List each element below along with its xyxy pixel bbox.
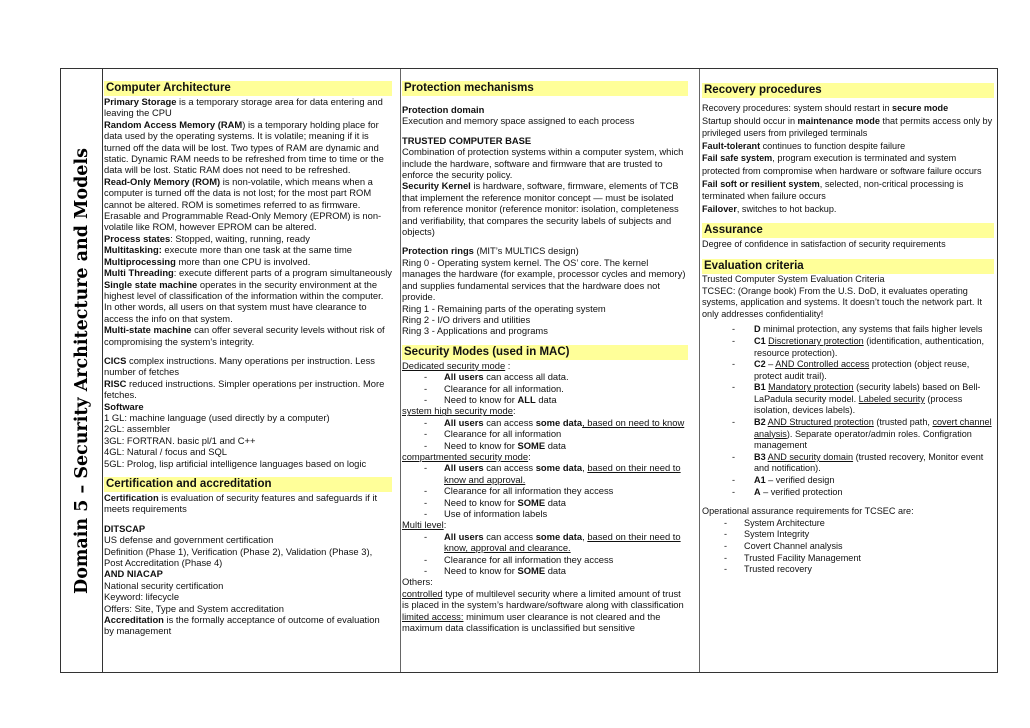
column-recovery — [702, 81, 998, 576]
para-controlled: controlled type of multilevel security where a limited amount of trust is placed in the system’s hardware/software along with classification — [402, 587, 684, 611]
section-heading-certification: Certification and accreditation — [104, 477, 392, 492]
para-process-states: Process states: Stopped, waiting, running, ready — [104, 232, 310, 244]
mode-bullet: - Need to know for SOME data — [424, 439, 566, 451]
para-multithreading: Multi Threading: execute different parts of a program simultaneously — [104, 267, 392, 279]
operational-item: - System Architecture — [724, 517, 825, 528]
ring-item: Ring 1 - Remaining parts of the operating system — [402, 302, 606, 314]
mode-bullet: - Use of information labels — [424, 508, 548, 519]
tcsec-level-item: - B1 Mandatory protection (security labels) based on Bell-LaPadula security model. Labeled security (process isolation, devices labels). — [732, 382, 981, 416]
mode-bullet: - Need to know for SOME data — [424, 565, 566, 577]
software-item: 5GL: Prolog, lisp artificial intelligence languages based on logic — [104, 457, 367, 469]
para-primary-storage: Primary Storage is a temporary storage area for data entering and leaving the CPU — [104, 96, 383, 119]
para-tcsec-name: Trusted Computer System Evaluation Criteria — [702, 273, 885, 284]
para-failover: Failover, switches to hot backup. — [702, 203, 837, 214]
niacap-item: Offers: Site, Type and System accreditation — [104, 602, 284, 614]
para-multitasking: Multitasking: execute more than one task at the same time — [104, 244, 353, 256]
para-risc: RISC reduced instructions. Simpler operations per instruction. More fetches. — [104, 377, 385, 401]
section-heading-assurance: Assurance — [702, 223, 994, 238]
tcsec-level-item: - B3 AND security domain (trusted recovery, Monitor event and notification). — [732, 451, 984, 474]
ditscap-item: Definition (Phase 1), Verification (Phase 2), Validation (Phase 3), Post Accreditation (Phase 4) — [104, 545, 373, 569]
mode-bullet: - Clearance for all information — [424, 428, 562, 440]
ditscap-item: US defense and government certification — [104, 534, 274, 546]
para-startup: Startup should occur in maintenance mode that permits access only by privileged users from privileged terminals — [702, 115, 993, 139]
summary-sheet — [60, 68, 998, 673]
software-item: 2GL: assembler — [104, 423, 171, 435]
para-protection-rings: Protection rings (MIT’s MULTICS design) — [402, 245, 579, 257]
column-divider — [699, 69, 700, 672]
system-high-mode-label: system high security mode: — [402, 405, 516, 417]
operational-assurance-heading: Operational assurance requirements for TCSEC are: — [702, 506, 914, 517]
column-divider — [400, 69, 401, 672]
section-heading-architecture: Computer Architecture — [104, 81, 392, 96]
para-multi-state: Multi-state machine can offer several security levels without risk of compromising the system’s integrity. — [104, 324, 385, 347]
operational-item: - Trusted recovery — [724, 564, 812, 575]
para-multiprocessing: Multiprocessing more than one CPU is involved. — [104, 255, 311, 267]
para-rom: Read-Only Memory (ROM) is non-volatile, which means when a computer is turned off the data is not lost; for the most part ROM cannot be altered. ROM is sometimes referred to as firmware. Erasable and Programmable Read-Only Memory (EPROM) is non-volatile like ROM, however EPROM can be altered. — [104, 175, 382, 233]
software-item: 1 GL: machine language (used directly by a computer) — [104, 411, 330, 423]
para-tcb: Combination of protection systems within a computer system, which include the hardware, software and firmware that are trusted to enforce the security policy. — [402, 146, 684, 181]
mode-bullet: - All users can access some data, based on need to know — [424, 416, 685, 428]
mode-bullet: - All users can access some data, based on their need to know and approval. — [424, 462, 681, 485]
mode-bullet: - Clearance for all information they access — [424, 485, 614, 497]
niacap-item: National security certification — [104, 579, 224, 591]
tcsec-level-item: - C2 – AND Controlled access protection (object reuse, protect audit trail). — [732, 359, 970, 381]
ditscap-heading: DITSCAP — [104, 522, 146, 534]
para-cics: CICS complex instructions. Many operations per instruction. Less number of fetches — [104, 354, 375, 378]
para-fail-soft: Fail soft or resilient system, selected, non-critical processing is terminated when failure occurs — [702, 178, 964, 202]
para-accreditation: Accreditation is the formally acceptance of outcome of evaluation by management — [104, 614, 380, 637]
mode-bullet: - Clearance for all information. — [424, 382, 564, 394]
section-heading-recovery: Recovery procedures — [702, 83, 994, 98]
domain-title: Domain 5 – Security Architecture and Models — [72, 148, 92, 594]
dedicated-mode-label: Dedicated security mode : — [402, 359, 511, 371]
para-protection-domain: Execution and memory space assigned to each process — [402, 115, 635, 127]
ring-item: Ring 0 - Operating system kernel. The OS’ core. The kernel manages the hardware (for example, processor cycles and memory) and supplies fundamental services that the hardware does not provide. — [402, 256, 686, 303]
mode-bullet: - All users can access all data. — [424, 371, 569, 383]
column-architecture — [104, 81, 392, 637]
tcsec-level-item: - C1 Discretionary protection (identification, authentication, resource protection). — [732, 335, 985, 358]
para-recovery-restart: Recovery procedures: system should restart in secure mode — [702, 103, 949, 113]
para-assurance: Degree of confidence in satisfaction of security requirements — [702, 239, 946, 250]
ring-item: Ring 2 - I/O drivers and utilities — [402, 313, 531, 325]
compartmented-mode-label: compartmented security mode: — [402, 450, 531, 462]
tcb-heading: TRUSTED COMPUTER BASE — [402, 134, 532, 146]
tcsec-level-item: - B2 AND Structured protection (trusted path, covert channel analysis). Separate operator/admin roles. Configration management — [732, 417, 992, 451]
para-ram: Random Access Memory (RAM) is a temporary holding place for data used by the operating systems. It is volatile; meaning if it is turned off the data will be lost. Two types of RAM are dynamic and static. Dynamic RAM needs to be refreshed from time to time or the data will be lost. Static RAM does not need to be refreshed. — [104, 118, 384, 176]
tcsec-level-item: - A – verified protection — [732, 486, 843, 497]
para-tcsec: TCSEC: (Orange book) From the U.S. DoD, it evaluates operating systems, application and systems. It doesn’t touch the network part. It only addresses confidentiality! — [702, 285, 983, 319]
mode-bullet: - Need to know for ALL data — [424, 393, 557, 405]
section-heading-security-modes: Security Modes (used in MAC) — [402, 345, 688, 360]
para-fault-tolerant: Fault-tolerant continues to function despite failure — [702, 140, 906, 151]
para-single-state: Single state machine operates in the security environment at the highest level of classification of the information within the computer. In other words, all users on that system must have clearance to access the info on that system. — [104, 278, 384, 324]
para-security-kernel: Security Kernel is hardware, software, firmware, elements of TCB that implement the reference monitor concept — must be isolated from reference monitor (reference monitor: isolation, completeness and verifiability, that compares the security labels of subjects and objects) — [402, 180, 679, 238]
side-banner — [61, 69, 103, 672]
niacap-item: Keyword: lifecycle — [104, 591, 180, 603]
software-item: 3GL: FORTRAN. basic pl/1 and C++ — [104, 434, 256, 446]
software-heading: Software — [104, 400, 144, 412]
multi-level-mode-label: Multi level: — [402, 519, 447, 531]
mode-bullet: - Clearance for all information they access — [424, 553, 614, 565]
section-heading-evaluation: Evaluation criteria — [702, 259, 994, 274]
operational-item: - System Integrity — [724, 529, 810, 540]
operational-item: - Trusted Facility Management — [724, 552, 861, 563]
section-heading-protection: Protection mechanisms — [402, 81, 688, 96]
operational-item: - Covert Channel analysis — [724, 541, 843, 551]
column-protection — [402, 81, 688, 633]
tcsec-level-item: - D minimal protection, any systems that fails higher levels — [732, 324, 983, 335]
para-fail-safe: Fail safe system, program execution is terminated and system protected from compromise when hardware or software failure occurs — [702, 153, 982, 176]
ring-item: Ring 3 - Applications and programs — [402, 325, 548, 337]
software-item: 4GL: Natural / focus and SQL — [104, 446, 227, 458]
mode-bullet: - All users can access some data, based on their need to know, approval and clearance. — [424, 530, 681, 554]
protection-domain-heading: Protection domain — [402, 104, 485, 115]
para-limited-access: limited access: minimum user clearance is not cleared and the maximum data classification is unclassified but sensitive — [402, 610, 661, 634]
niacap-heading: AND NIACAP — [104, 568, 163, 580]
others-label: Others: — [402, 576, 433, 588]
para-certification: Certification is evaluation of security features and safeguards if it meets requirements — [104, 492, 378, 515]
mode-bullet: - Need to know for SOME data — [424, 496, 566, 508]
tcsec-level-item: - A1 – verified design — [732, 475, 835, 486]
